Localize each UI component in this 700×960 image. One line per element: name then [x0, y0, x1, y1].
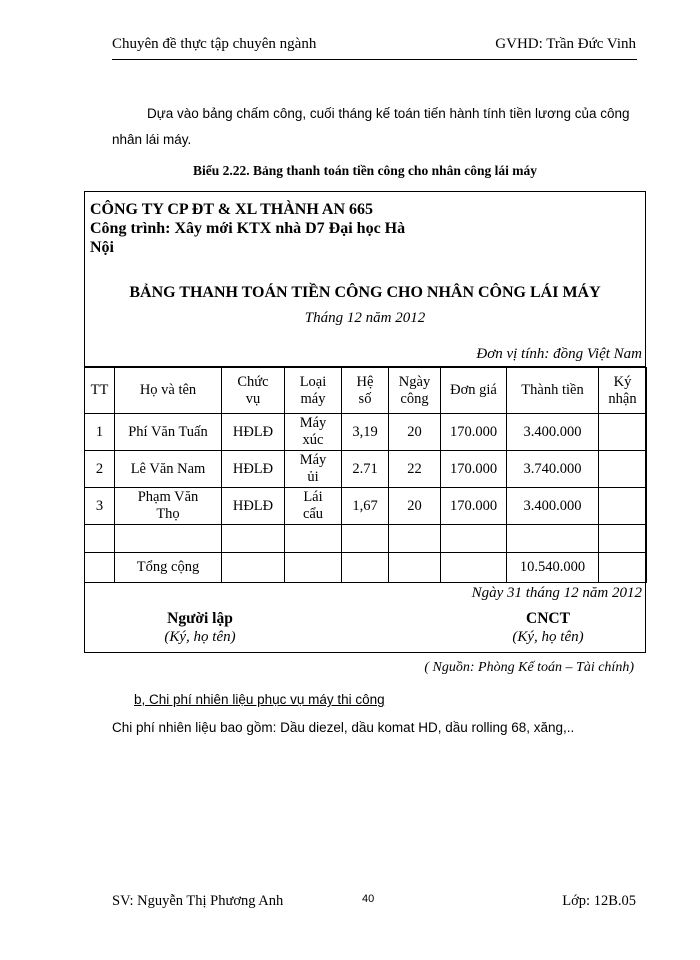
- section-text: Chi phí nhiên liệu bao gồm: Dầu diezel, dầu komat HD, dầu rolling 68, xăng,..: [112, 720, 575, 735]
- document-period: Tháng 12 năm 2012: [304, 310, 426, 326]
- unit-note: Đơn vị tính: đồng Việt Nam: [476, 346, 642, 362]
- figure-caption: Biểu 2.22. Bảng thanh toán tiền công cho nhân công lái máy: [193, 163, 537, 178]
- page-number: 40: [362, 893, 375, 905]
- footer-class: Lớp: 12B.05: [562, 893, 636, 909]
- payroll-table: [84, 367, 647, 583]
- col-tt: TT: [85, 368, 115, 414]
- header-rule: [112, 59, 637, 60]
- table-row: 3 Phạm Văn Thọ HĐLĐ Lái cẩu 1,67 20 170.000 3.400.000: [85, 488, 647, 525]
- table-total-row: [85, 553, 647, 583]
- col-name: Họ và tên: [115, 368, 222, 414]
- project-line-2: Nội: [90, 239, 114, 256]
- col-days: Ngày công: [389, 368, 441, 414]
- preparer-subtitle: (Ký, họ tên): [164, 629, 236, 645]
- total-value: 10.540.000: [507, 553, 599, 583]
- section-heading: b, Chi phí nhiên liệu phục vụ máy thi công: [134, 692, 385, 707]
- col-unit-price: Đơn giá: [441, 368, 507, 414]
- col-coefficient: Hệ số: [342, 368, 389, 414]
- total-label: Tổng cộng: [115, 553, 222, 583]
- table-header-row: [85, 368, 647, 414]
- col-signature: Ký nhận: [599, 368, 647, 414]
- company-name: CÔNG TY CP ĐT & XL THÀNH AN 665: [90, 201, 374, 218]
- footer-student: SV: Nguyễn Thị Phương Anh: [112, 893, 284, 909]
- intro-line-1: Dựa vào bảng chấm công, cuối tháng kế toán tiến hành tính tiền lương của công: [147, 106, 630, 121]
- header-left: Chuyên đề thực tập chuyên ngành: [112, 36, 317, 52]
- table-row: 1 Phí Văn Tuấn HĐLĐ Máy xúc 3,19 20 170.000 3.400.000: [85, 414, 647, 451]
- project-line-1: Công trình: Xây mới KTX nhà D7 Đại học Hà: [90, 220, 406, 237]
- source-note: ( Nguồn: Phòng Kế toán – Tài chính): [424, 660, 634, 675]
- signoff-date: Ngày 31 tháng 12 năm 2012: [471, 585, 642, 601]
- table-row: 2 Lê Văn Nam HĐLĐ Máy ủi 2.71 22 170.000 3.740.000: [85, 451, 647, 488]
- col-position: Chức vụ: [222, 368, 285, 414]
- col-machine: Loại máy: [285, 368, 342, 414]
- approver-title: CNCT: [526, 610, 570, 627]
- approver-subtitle: (Ký, họ tên): [512, 629, 584, 645]
- preparer-title: Người lập: [167, 610, 233, 627]
- table-row-empty: [85, 525, 647, 553]
- document-title: BẢNG THANH TOÁN TIỀN CÔNG CHO NHÂN CÔNG LÁI MÁY: [129, 284, 601, 301]
- header-right: GVHD: Trần Đức Vinh: [495, 36, 636, 52]
- intro-line-2: nhân lái máy.: [112, 132, 192, 147]
- col-amount: Thành tiền: [507, 368, 599, 414]
